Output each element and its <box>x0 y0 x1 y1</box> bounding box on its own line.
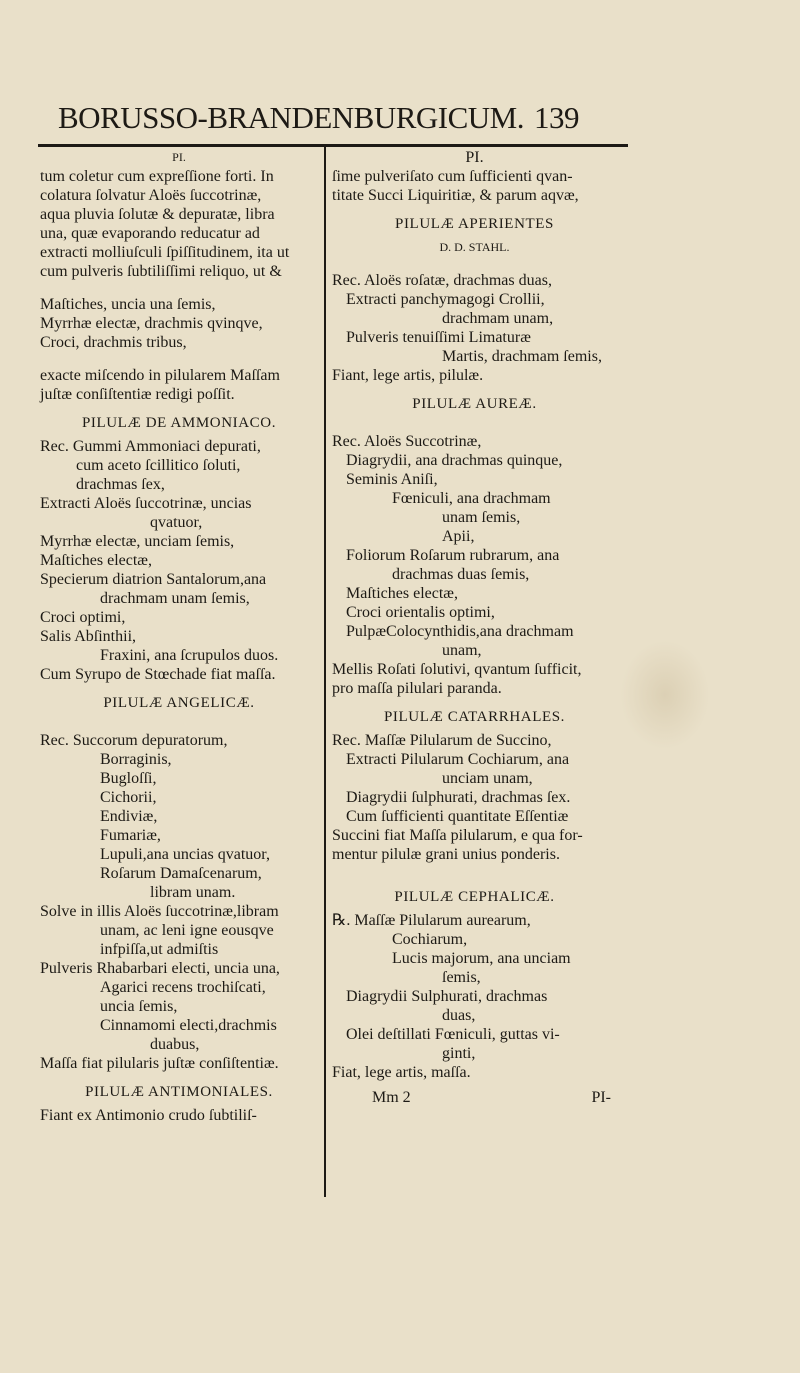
text-line: PI. <box>465 149 484 166</box>
text-line: Diagrydii Sulphurati, drachmas <box>346 988 548 1005</box>
text-line: Specierum diatrion Santalorum,ana <box>40 571 267 588</box>
text-line: juſtæ conſiſtentiæ redigi poſſit. <box>40 386 235 403</box>
text-line: Croci orientalis optimi, <box>346 604 495 621</box>
text-line: Fiant, lege artis, pilulæ. <box>332 367 484 384</box>
text-line: tum coletur cum expreſſione forti. In <box>40 168 274 185</box>
section-heading: PILULÆ ANTIMONIALES. <box>85 1084 273 1100</box>
text-line: qvatuor, <box>150 514 203 531</box>
text-line: Maſtiches electæ, <box>346 585 458 602</box>
text-line: Rec. Succorum depuratorum, <box>40 732 228 749</box>
column-divider <box>324 147 326 1197</box>
spacer <box>332 864 617 878</box>
text-line: unam, <box>442 642 482 659</box>
text-line: aqua pluvia ſolutæ & depuratæ, libra <box>40 206 275 223</box>
text-line: ſime pulveriſato cum ſufficienti qvan- <box>332 168 573 185</box>
text-line: duas, <box>442 1007 476 1024</box>
text-line: Rec. Gummi Ammoniaci depurati, <box>40 438 261 455</box>
text-line: unciam unam, <box>442 770 533 787</box>
text-line: Cum ſufficienti quantitate Eſſentiæ <box>346 808 569 825</box>
text-line: Martis, drachmam ſemis, <box>442 348 602 365</box>
paper-stain <box>620 640 710 750</box>
running-header <box>58 100 618 136</box>
text-line: Myrrhæ electæ, drachmis qvinqve, <box>40 315 263 332</box>
text-line: Pulveris Rhabarbari electi, uncia una, <box>40 960 280 977</box>
text-line: Croci optimi, <box>40 609 126 626</box>
right-column-lines <box>332 148 617 1082</box>
section-heading: PILULÆ DE AMMONIACO. <box>81 415 277 431</box>
text-line: Fiant ex Antimonio crudo ſubtiliſ- <box>40 1107 257 1124</box>
text-line: duabus, <box>150 1036 200 1053</box>
text-line: cum aceto ſcillitico ſoluti, <box>76 457 241 474</box>
text-line: Diagrydii ſulphurati, drachmas ſex. <box>346 789 571 806</box>
text-line: Extracti Aloës ſuccotrinæ, uncias <box>40 495 252 512</box>
section-heading: PILULÆ CATARRHALES. <box>383 709 566 725</box>
text-line: Extracti Pilularum Cochiarum, ana <box>346 751 570 768</box>
text-line: Fumariæ, <box>100 827 161 844</box>
text-line: Maſtiches, uncia una ſemis, <box>40 296 216 313</box>
text-line: titate Succi Liquiritiæ, & parum aqvæ, <box>332 187 579 204</box>
text-line: Endiviæ, <box>100 808 158 825</box>
text-line: PulpæColocynthidis,ana drachmam <box>346 623 574 640</box>
text-line: uncia ſemis, <box>100 998 178 1015</box>
spacer <box>40 717 318 731</box>
text-line: ſemis, <box>442 969 481 986</box>
header-title: BORUSSO-BRANDENBURGICUM. <box>58 100 524 135</box>
text-line: Myrrhæ electæ, unciam ſemis, <box>40 533 235 550</box>
text-line: Cinnamomi electi,drachmis <box>100 1017 277 1034</box>
section-heading: PILULÆ AUREÆ. <box>412 396 537 412</box>
text-line: Cochiarum, <box>392 931 468 948</box>
spacer <box>40 281 318 295</box>
text-line: Fœniculi, ana drachmam <box>392 490 551 507</box>
text-line: drachmam unam ſemis, <box>100 590 250 607</box>
text-line: extracti molliuſculi ſpiſſitudinem, ita ut <box>40 244 290 261</box>
text-line: ginti, <box>442 1045 476 1062</box>
text-line: unam ſemis, <box>442 509 521 526</box>
text-line: D. D. STAHL. <box>439 240 510 254</box>
text-line: Borraginis, <box>100 751 172 768</box>
text-line: cum pulveris ſubtiliſſimi reliquo, ut & <box>40 263 282 280</box>
text-line: Mellis Roſati ſolutivi, qvantum ſufficit, <box>332 661 582 678</box>
text-line: Cum Syrupo de Stœchade fiat maſſa. <box>40 666 276 683</box>
text-line: infpiſſa,ut admiſtis <box>100 941 219 958</box>
text-line: Cichorii, <box>100 789 157 806</box>
text-line: Apii, <box>442 528 475 545</box>
spacer <box>40 352 318 366</box>
text-line: Maſtiches electæ, <box>40 552 152 569</box>
page-footer <box>332 1088 617 1107</box>
text-line: exacte miſcendo in pilularem Maſſam <box>40 367 280 384</box>
page-number: 139 <box>534 100 579 135</box>
text-line: Olei deſtillati Fœniculi, guttas vi- <box>346 1026 560 1043</box>
text-line: drachmam unam, <box>442 310 554 327</box>
text-line: Lucis majorum, ana unciam <box>392 950 571 967</box>
text-line: Agarici recens trochiſcati, <box>100 979 266 996</box>
section-heading: PILULÆ APERIENTES <box>395 216 554 232</box>
section-heading: PILULÆ ANGELICÆ. <box>103 695 255 711</box>
text-line: Lupuli,ana uncias qvatuor, <box>100 846 270 863</box>
text-line: Diagrydii, ana drachmas quinque, <box>346 452 563 469</box>
text-line: Fiat, lege artis, maſſa. <box>332 1064 471 1081</box>
text-line: Pulveris tenuiſſimi Limaturæ <box>346 329 531 346</box>
text-line: Foliorum Roſarum rubrarum, ana <box>346 547 560 564</box>
header-rule <box>38 144 628 147</box>
text-line: drachmas duas ſemis, <box>392 566 530 583</box>
text-line: unam, ac leni igne eousqve <box>100 922 274 939</box>
spacer <box>332 257 617 271</box>
text-line: Maſſa fiat pilularis juſtæ conſiſtentiæ. <box>40 1055 279 1072</box>
text-line: Succini fiat Maſſa pilularum, e qua for- <box>332 827 583 844</box>
text-line: Salis Abſinthii, <box>40 628 137 645</box>
text-line: drachmas ſex, <box>76 476 165 493</box>
text-line: PI. <box>172 150 186 164</box>
text-line: pro maſſa pilulari paranda. <box>332 680 502 697</box>
text-line: una, quæ evaporando reducatur ad <box>40 225 260 242</box>
text-line: Solve in illis Aloës ſuccotrinæ,libram <box>40 903 279 920</box>
text-line: Bugloſſi, <box>100 770 157 787</box>
text-line: Rec. Aloës roſatæ, drachmas duas, <box>332 272 552 289</box>
catchword: PI- <box>591 1089 611 1106</box>
text-line: Roſarum Damaſcenarum, <box>100 865 262 882</box>
text-line: libram unam. <box>150 884 236 901</box>
text-line: mentur pilulæ grani unius ponderis. <box>332 846 560 863</box>
left-column <box>40 148 318 1125</box>
section-heading: PILULÆ CEPHALICÆ. <box>394 889 555 905</box>
spacer <box>332 418 617 432</box>
text-line: Seminis Aniſi, <box>346 471 438 488</box>
signature-mark: Mm 2 <box>372 1089 411 1106</box>
text-line: colatura ſolvatur Aloës ſuccotrinæ, <box>40 187 262 204</box>
text-line: Rec. Maſſæ Pilularum de Succino, <box>332 732 552 749</box>
text-line: Extracti panchymagogi Crollii, <box>346 291 545 308</box>
text-line: ℞. Maſſæ Pilularum aurearum, <box>332 912 531 929</box>
text-line: Rec. Aloës Succotrinæ, <box>332 433 482 450</box>
right-column <box>332 148 617 1107</box>
text-line: Fraxini, ana ſcrupulos duos. <box>100 647 279 664</box>
text-line: Croci, drachmis tribus, <box>40 334 187 351</box>
